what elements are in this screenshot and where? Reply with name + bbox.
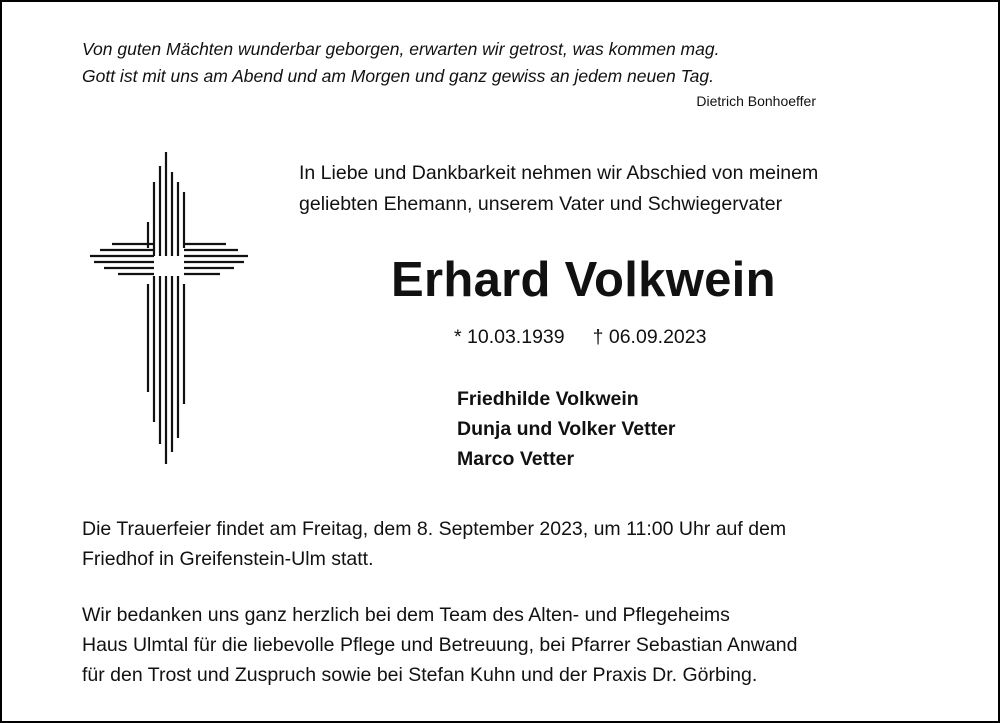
thanks-text — [82, 600, 797, 690]
life-dates — [454, 326, 706, 349]
intro-text — [299, 158, 818, 220]
mourner-name: Marco Vetter — [457, 448, 575, 470]
intro-line: geliebten Ehemann, unserem Vater und Schwiegervater — [299, 193, 783, 215]
cross-icon — [88, 152, 252, 464]
thanks-line: für den Trost und Zuspruch sowie bei Stefan Kuhn und der Praxis Dr. Görbing. — [82, 664, 758, 686]
birth-date: * 10.03.1939 — [454, 326, 565, 348]
intro-line: In Liebe und Dankbarkeit nehmen wir Abschied von meinem — [299, 162, 819, 184]
thanks-line: Wir bedanken uns ganz herzlich bei dem Team des Alten- und Pflegeheims — [82, 604, 730, 626]
quote-line: Gott ist mit uns am Abend und am Morgen und ganz gewiss an jedem neuen Tag. — [82, 66, 714, 86]
thanks-line: Haus Ulmtal für die liebevolle Pflege und Betreuung, bei Pfarrer Sebastian Anwand — [82, 634, 798, 656]
death-date: † 06.09.2023 — [592, 326, 707, 348]
quote-line: Von guten Mächten wunderbar geborgen, erwarten wir getrost, was kommen mag. — [82, 39, 720, 59]
deceased-name: Erhard Volkwein — [391, 253, 776, 307]
bonhoeffer-quote — [82, 36, 719, 90]
mourners-list — [457, 384, 676, 474]
quote-author: Dietrich Bonhoeffer — [696, 93, 816, 109]
service-line: Die Trauerfeier findet am Freitag, dem 8. September 2023, um 11:00 Uhr auf dem — [82, 518, 787, 540]
service-line: Friedhof in Greifenstein-Ulm statt. — [82, 548, 374, 570]
mourner-name: Dunja und Volker Vetter — [457, 418, 676, 440]
mourner-name: Friedhilde Volkwein — [457, 388, 639, 410]
funeral-service-info — [82, 514, 786, 574]
